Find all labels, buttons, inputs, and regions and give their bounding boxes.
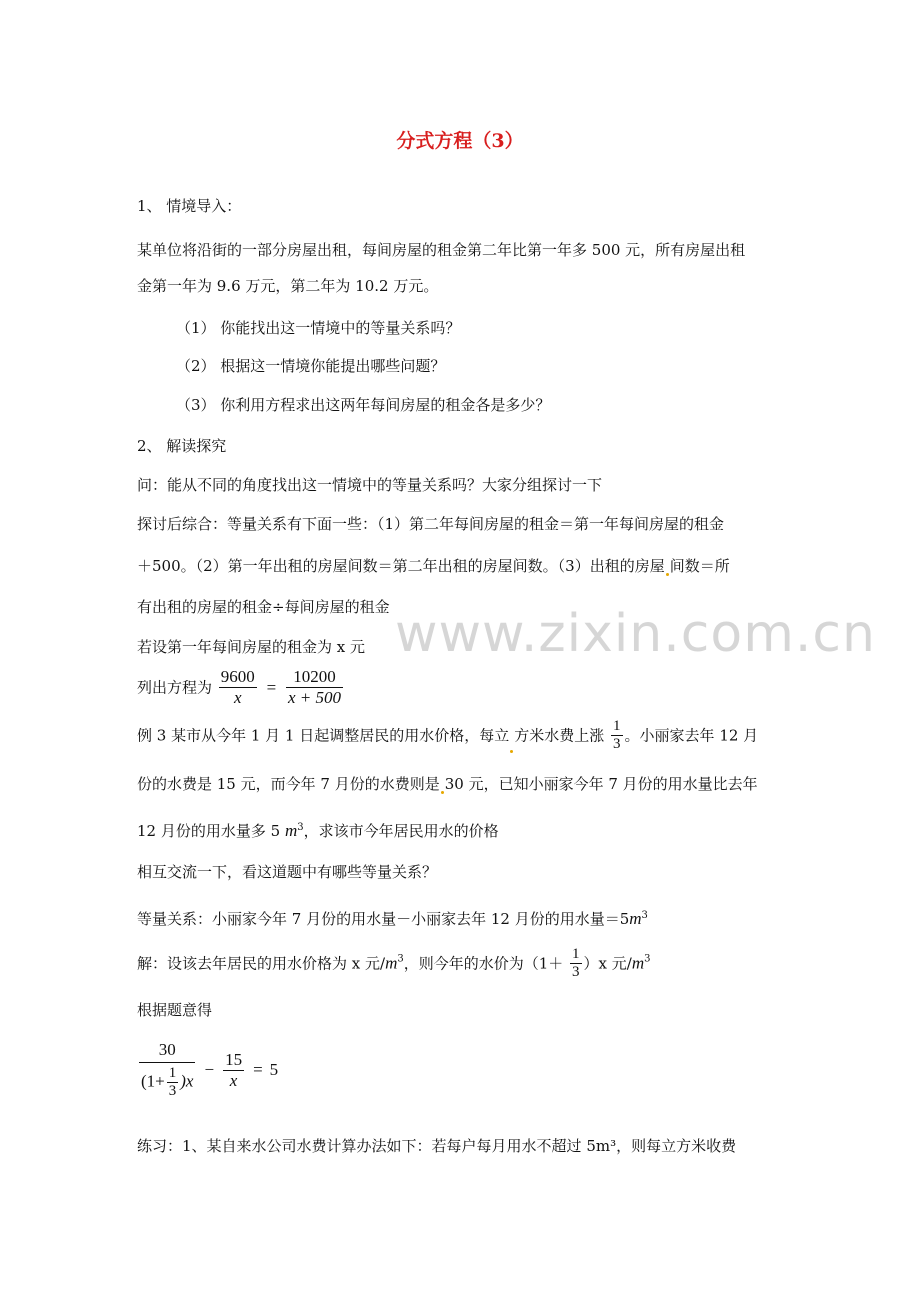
numerator: 1 (168, 1065, 177, 1081)
section-heading-2: 2、 解读探究 (137, 437, 227, 455)
mark-dot (441, 791, 444, 794)
den-part: )x (180, 1071, 194, 1091)
mark-dot (666, 573, 669, 576)
paragraph-line: 若设第一年每间房屋的租金为 x 元 (137, 638, 365, 656)
paragraph-line (137, 946, 651, 981)
numerator: 10200 (286, 667, 343, 688)
denominator: x (234, 688, 242, 707)
text-segment: 12 月份的用水量多 5 (137, 822, 281, 840)
equals-sign: = (266, 677, 277, 697)
numerator: 1 (572, 946, 580, 962)
exponent: 3 (397, 953, 404, 965)
paragraph-line: 金第一年为 9.6 万元，第二年为 10.2 万元。 (137, 277, 439, 295)
exponent: 3 (644, 953, 651, 965)
fraction-one-third (611, 718, 623, 753)
text-segment: ＋500。（2）第一年出租的房屋间数＝第二年出租的房屋间数。（3）出租的房屋 (137, 557, 665, 575)
text-segment: 方米水费上涨 (514, 726, 605, 745)
text-segment: 。小丽家去年 12 月 (624, 726, 759, 745)
paragraph-line: 有出租的房屋的租金÷每间房屋的租金 (137, 598, 390, 616)
text-segment: ，则今年的水价为（1＋ (403, 954, 564, 973)
numerator: 1 (613, 718, 621, 734)
paragraph-line: 练习：1、某自来水公司水费计算办法如下：若每户每月用水不超过 5m³，则每立方米收费 (137, 1137, 737, 1155)
paragraph-line (137, 556, 730, 576)
text-segment: 例 3 某市从今年 1 月 1 日起调整居民的用水价格，每立 (137, 726, 510, 745)
section-heading-1: 1、 情境导入： (137, 197, 242, 215)
equation-line (137, 667, 345, 708)
denominator: 3 (168, 1083, 177, 1099)
numerator: 15 (225, 1049, 243, 1069)
unit-m: m (629, 909, 642, 928)
paragraph-line (137, 774, 758, 794)
paragraph-line (137, 818, 499, 841)
exponent: 3 (297, 822, 304, 833)
paragraph-line: 问：能从不同的角度找出这一情境中的等量关系吗？大家分组探讨一下 (137, 476, 603, 494)
text-segment: ）x 元/ (583, 954, 632, 973)
text-segment: 份的水费是 15 元，而今年 7 月份的水费则是 (137, 775, 440, 793)
numerator: 30 (139, 1040, 195, 1063)
unit-m: m (385, 953, 398, 973)
unit-m: m (631, 953, 645, 973)
fraction (139, 1040, 195, 1100)
text-segment: ，求该市今年居民用水的价格 (303, 822, 499, 840)
numerator: 9600 (220, 667, 255, 686)
page-title: 分式方程（3） (396, 130, 524, 152)
mark-dot (510, 750, 513, 753)
question-2: （2） 根据这一情境你能提出哪些问题？ (176, 357, 446, 375)
fraction-one-third (167, 1065, 179, 1100)
denominator (139, 1063, 195, 1100)
fraction (286, 667, 343, 708)
denominator: x + 500 (287, 688, 341, 707)
text-segment: 间数＝所 (669, 557, 730, 575)
rhs-value: 5 (269, 1060, 279, 1079)
text-segment: 解：设该去年居民的用水价格为 x 元/ (137, 954, 386, 973)
text-segment: 等量关系：小丽家今年 7 月份的用水量－小丽家去年 12 月份的用水量＝5 (137, 910, 630, 928)
unit-m: m (284, 821, 298, 840)
denominator: 3 (572, 964, 580, 980)
paragraph-line: 探讨后综合：等量关系有下面一些：（1）第二年每间房屋的租金＝第一年每间房屋的租金 (137, 515, 725, 533)
denominator: x (229, 1070, 238, 1090)
question-3: （3） 你利用方程求出这两年每间房屋的租金各是多少？ (176, 396, 551, 414)
paragraph-line: 相互交流一下，看这道题中有哪些等量关系？ (137, 863, 438, 881)
question-1: （1） 你能找出这一情境中的等量关系吗？ (176, 319, 461, 337)
equation-label: 列出方程为 (137, 678, 213, 697)
paragraph-line: 某单位将沿街的一部分房屋出租，每间房屋的租金第二年比第一年多 500 元，所有房屋出租 (137, 241, 746, 259)
paragraph-line (137, 718, 758, 753)
equation-block (137, 1040, 281, 1100)
denominator: 3 (613, 736, 621, 752)
text-segment: 30 元，已知小丽家今年 7 月份的用水量比去年 (444, 775, 758, 793)
fraction (223, 1050, 244, 1091)
equals-sign: = (253, 1060, 263, 1079)
watermark: www.zixin.com.cn (395, 604, 876, 664)
minus-sign: − (204, 1060, 215, 1079)
paragraph-line (137, 906, 648, 929)
fraction (219, 667, 257, 708)
paragraph-line: 根据题意得 (137, 1001, 213, 1019)
fraction-one-third (570, 946, 582, 981)
exponent: 3 (641, 910, 648, 921)
den-part: (1+ (141, 1071, 165, 1091)
